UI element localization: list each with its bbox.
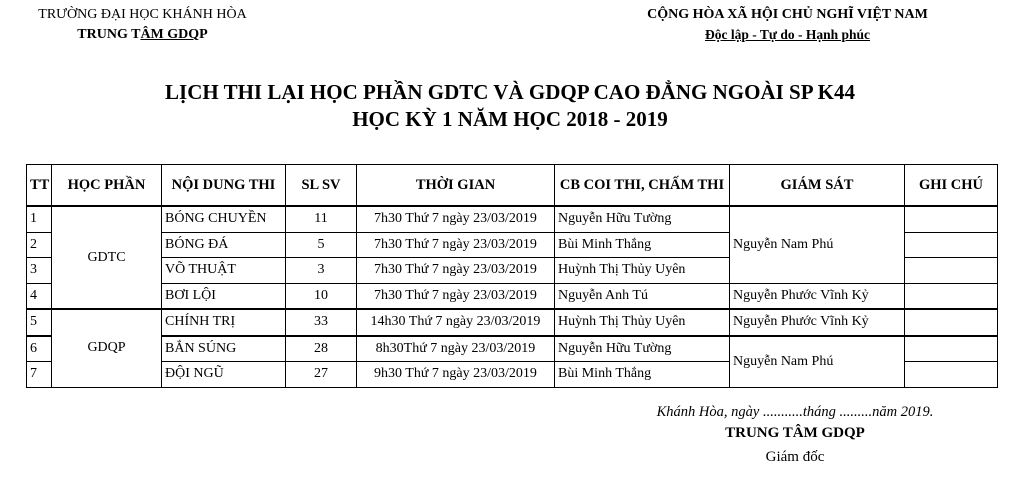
row-note [905, 232, 998, 258]
document-subtitle: HỌC KỲ 1 NĂM HỌC 2018 - 2019 [352, 107, 668, 131]
row-content: BÓNG ĐÁ [162, 232, 286, 258]
row-student-count: 3 [286, 258, 357, 284]
header-sl-sv: SL SV [286, 165, 357, 207]
place-date-line: Khánh Hòa, ngày ...........tháng .........năm 2019. [656, 404, 934, 420]
group-gdqp: GDQP [52, 309, 162, 387]
row-time: 7h30 Thứ 7 ngày 23/03/2019 [357, 232, 555, 258]
row-note [905, 336, 998, 362]
row-time: 7h30 Thứ 7 ngày 23/03/2019 [357, 258, 555, 284]
row-time: 14h30 Thứ 7 ngày 23/03/2019 [357, 309, 555, 336]
row-tt: 2 [27, 232, 52, 258]
row-tt: 1 [27, 206, 52, 232]
row-note [905, 206, 998, 232]
group-gdtc: GDTC [52, 206, 162, 309]
row-content: VÕ THUẬT [162, 258, 286, 284]
exam-schedule-table [26, 164, 998, 388]
supervisor-cell: Nguyễn Nam Phú [730, 206, 905, 283]
row-content: BƠI LỘI [162, 283, 286, 309]
department-name-part3: P [199, 27, 208, 42]
row-proctor: Huỳnh Thị Thủy Uyên [555, 258, 730, 284]
row-content: CHÍNH TRỊ [162, 309, 286, 336]
header-giam-sat: GIÁM SÁT [730, 165, 905, 207]
supervisor-cell: Nguyễn Phước Vĩnh Kỷ [730, 309, 905, 336]
header-thoi-gian: THỜI GIAN [357, 165, 555, 207]
row-student-count: 10 [286, 283, 357, 309]
document-title: LỊCH THI LẠI HỌC PHẦN GDTC VÀ GDQP CAO ĐẲNG NGOÀI SP K44 [165, 80, 855, 104]
row-proctor: Nguyễn Anh Tú [555, 283, 730, 309]
header-ghi-chu: GHI CHÚ [905, 165, 998, 207]
department-name-part1: TRUNG T [77, 27, 141, 42]
table-header-row [27, 165, 998, 207]
row-tt: 5 [27, 309, 52, 336]
row-student-count: 27 [286, 362, 357, 388]
row-student-count: 28 [286, 336, 357, 362]
national-motto: Độc lập - Tự do - Hạnh phúc [704, 27, 871, 42]
row-proctor: Bùi Minh Thắng [555, 232, 730, 258]
row-content: BẮN SÚNG [162, 336, 286, 362]
row-note [905, 283, 998, 309]
signing-unit: TRUNG TÂM GDQP [725, 425, 865, 441]
header-noi-dung-thi: NỘI DUNG THI [162, 165, 286, 207]
table-row [27, 206, 998, 232]
row-tt: 4 [27, 283, 52, 309]
table-row [27, 283, 998, 309]
row-student-count: 33 [286, 309, 357, 336]
department-name [0, 27, 285, 43]
row-content: ĐỘI NGŨ [162, 362, 286, 388]
row-note [905, 258, 998, 284]
department-name-part2: ÂM GDQ [140, 27, 200, 42]
row-time: 8h30Thứ 7 ngày 23/03/2019 [357, 336, 555, 362]
row-time: 7h30 Thứ 7 ngày 23/03/2019 [357, 283, 555, 309]
header-hoc-phan: HỌC PHẦN [52, 165, 162, 207]
supervisor-cell: Nguyễn Nam Phú [730, 336, 905, 388]
row-proctor: Huỳnh Thị Thủy Uyên [555, 309, 730, 336]
header-cb-coi-thi: CB COI THI, CHẤM THI [555, 165, 730, 207]
row-content: BÓNG CHUYỀN [162, 206, 286, 232]
row-note [905, 362, 998, 388]
signer-position: Giám đốc [765, 449, 825, 465]
row-tt: 7 [27, 362, 52, 388]
row-proctor: Bùi Minh Thắng [555, 362, 730, 388]
row-student-count: 5 [286, 232, 357, 258]
organization-name: TRƯỜNG ĐẠI HỌC KHÁNH HÒA [38, 7, 247, 22]
row-tt: 3 [27, 258, 52, 284]
row-note [905, 309, 998, 336]
header-tt: TT [27, 165, 52, 207]
row-time: 9h30 Thứ 7 ngày 23/03/2019 [357, 362, 555, 388]
row-student-count: 11 [286, 206, 357, 232]
row-time: 7h30 Thứ 7 ngày 23/03/2019 [357, 206, 555, 232]
row-proctor: Nguyễn Hữu Tường [555, 336, 730, 362]
row-tt: 6 [27, 336, 52, 362]
row-proctor: Nguyễn Hữu Tường [555, 206, 730, 232]
table-row [27, 309, 998, 336]
national-title: CỘNG HÒA XÃ HỘI CHỦ NGHĨ VIỆT NAM [647, 7, 928, 22]
table-row [27, 336, 998, 362]
supervisor-cell: Nguyễn Phước Vĩnh Kỷ [730, 283, 905, 309]
